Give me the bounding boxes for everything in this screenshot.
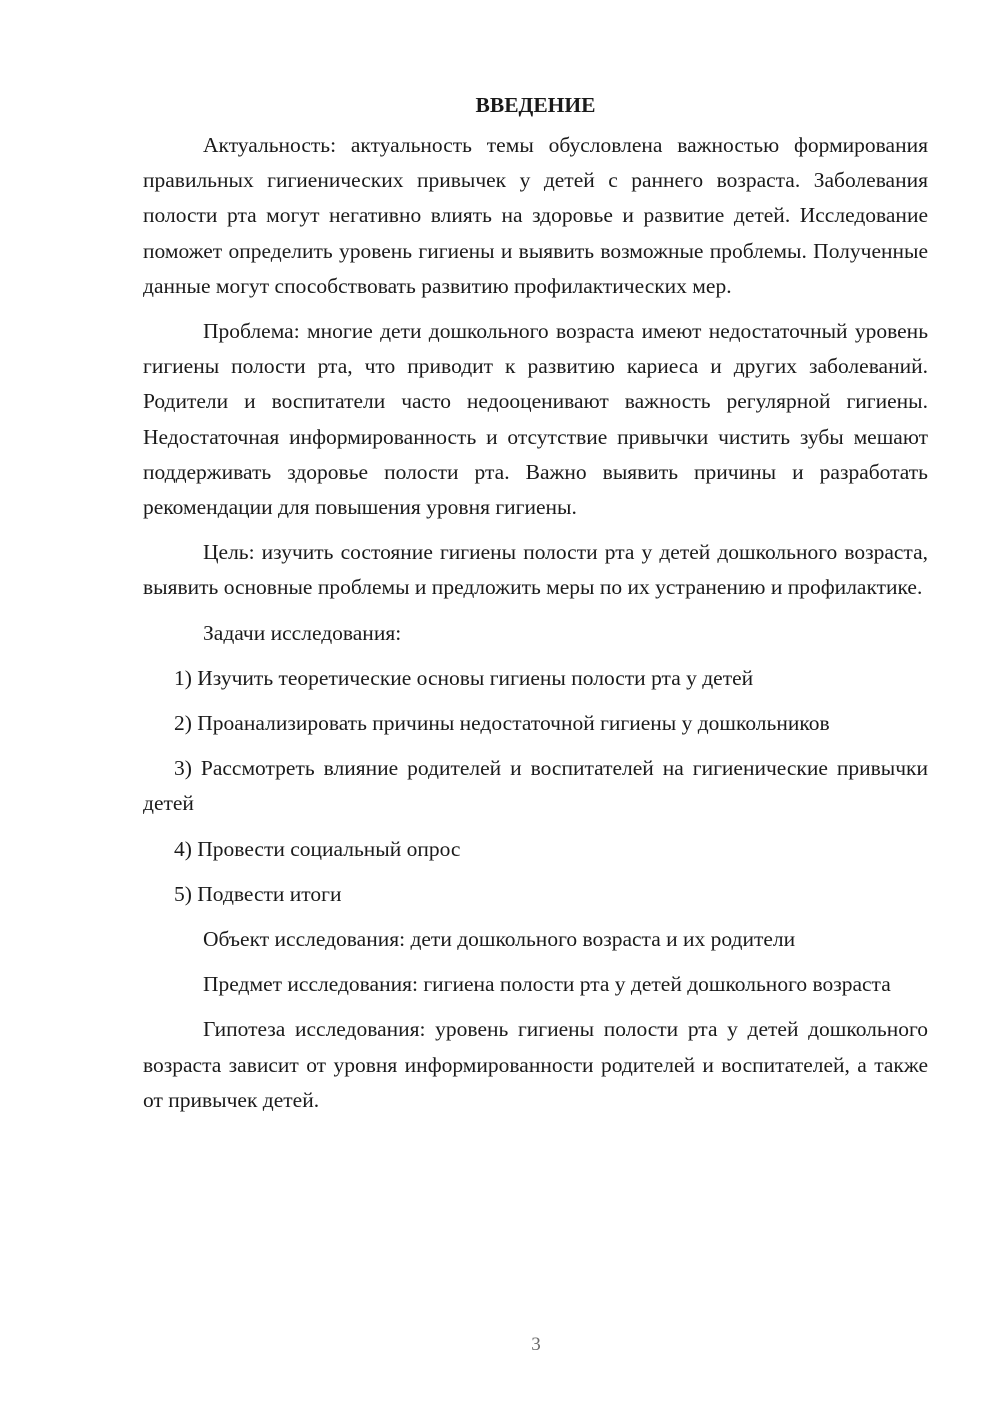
paragraph-hypothesis: Гипотеза исследования: уровень гигиены полости рта у детей дошкольного возраста зависит от уровня информированности родителей и воспитателей, а также от привычек детей. — [143, 1017, 928, 1112]
paragraph-object: Объект исследования: дети дошкольного возраста и их родители — [203, 927, 796, 952]
paragraph-relevance: Актуальность: актуальность темы обусловлена важностью формирования правильных гигиенических привычек у детей с раннего возраста. Заболевания полости рта могут негативно влиять на здоровье и развитие детей. Исследование поможет определить уровень гигиены и выявить возможные проблемы. Полученные данные могут способствовать развитию профилактических мер. — [143, 133, 928, 298]
page-number: 3 — [531, 1334, 541, 1355]
document-page — [143, 88, 928, 1128]
paragraph-problem: Проблема: многие дети дошкольного возраста имеют недостаточный уровень гигиены полости рта, что приводит к развитию кариеса и других заболеваний. Родители и воспитатели часто недооценивают важность регулярной гигиены. Недостаточная информированность и отсутствие привычки чистить зубы мешают поддерживать здоровье полости рта. Важно выявить причины и разработать рекомендации для повышения уровня гигиены. — [143, 319, 928, 520]
task-item-5: 5) Подвести итоги — [174, 881, 342, 906]
tasks-heading: Задачи исследования: — [203, 620, 402, 645]
task-item-4: 4) Провести социальный опрос — [174, 836, 461, 861]
paragraph-goal: Цель: изучить состояние гигиены полости рта у детей дошкольного возраста, выявить основные проблемы и предложить меры по их устранению и профилактике. — [143, 540, 928, 600]
paragraph-subject: Предмет исследования: гигиена полости рта у детей дошкольного возраста — [203, 972, 891, 997]
task-item-1: 1) Изучить теоретические основы гигиены полости рта у детей — [174, 665, 754, 690]
task-item-2: 2) Проанализировать причины недостаточной гигиены у дошкольников — [174, 711, 830, 736]
task-item-3: 3) Рассмотреть влияние родителей и воспитателей на гигиенические привычки детей — [143, 756, 928, 816]
section-title: ВВЕДЕНИЕ — [475, 93, 596, 117]
